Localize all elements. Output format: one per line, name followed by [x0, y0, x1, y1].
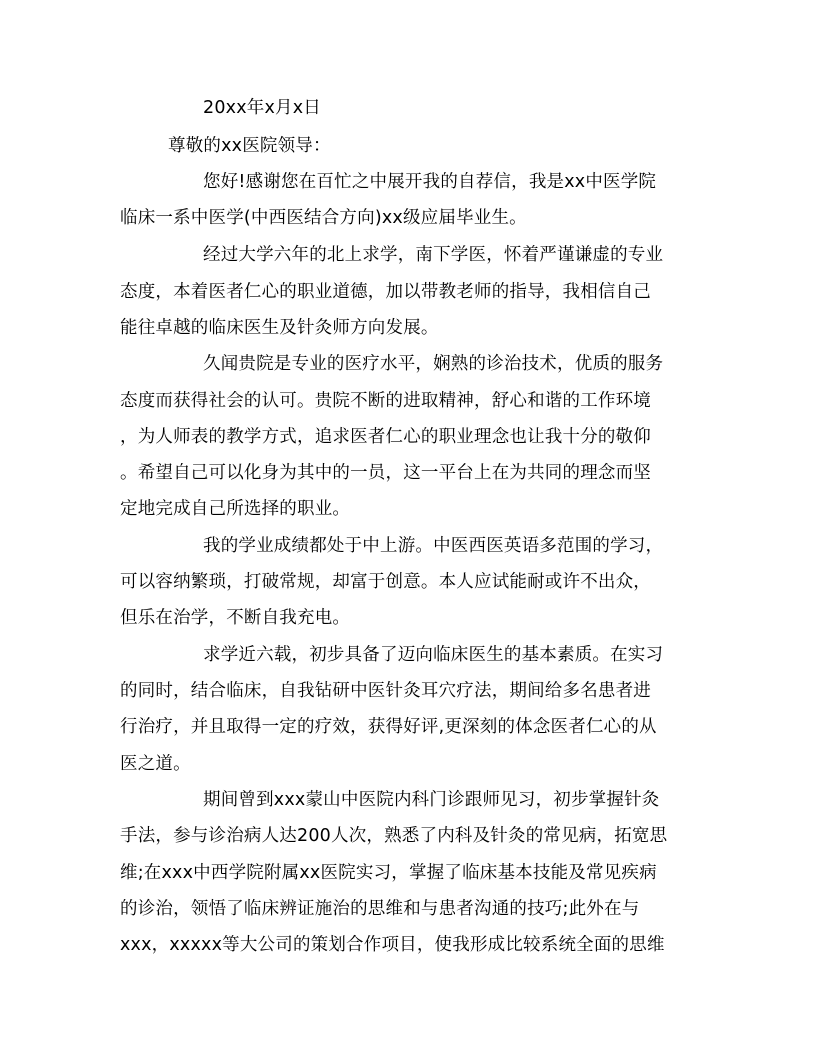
paragraph-4-line-3: 但乐在治学，不断自我充电。 — [120, 608, 351, 628]
paragraph-6-line-2: 手法，参与诊治病人达200人次，熟悉了内科及针灸的常见病，拓宽思 — [120, 826, 668, 846]
paragraph-3-line-4: 。希望自己可以化身为其中的一员，这一平台上在为共同的理念而坚 — [120, 463, 651, 483]
paragraph-2-line-2: 态度，本着医者仁心的职业道德，加以带教老师的指导，我相信自己 — [120, 282, 651, 302]
paragraph-5-line-2: 的同时，结合临床，自我钻研中医针灸耳穴疗法，期间给多名患者进 — [120, 681, 651, 701]
letter-salutation: 尊敬的xx医院领导： — [168, 136, 331, 156]
paragraph-3-line-5: 定地完成自己所选择的职业。 — [120, 499, 351, 519]
paragraph-6-line-5: xxx，xxxxx等大公司的策划合作项目，使我形成比较系统全面的思维 — [120, 935, 665, 955]
paragraph-6-line-1: 期间曾到xxx蒙山中医院内科门诊跟师见习，初步掌握针灸 — [203, 790, 660, 810]
paragraph-1-line-1: 您好!感谢您在百忙之中展开我的自荐信，我是xx中医学院 — [203, 172, 657, 192]
paragraph-3-line-1: 久闻贵院是专业的医疗水平，娴熟的诊治技术，优质的服务 — [203, 354, 664, 374]
paragraph-5-line-1: 求学近六载，初步具备了迈向临床医生的基本素质。在实习 — [203, 645, 664, 665]
paragraph-2-line-1: 经过大学六年的北上求学，南下学医，怀着严谨谦虚的专业 — [203, 245, 664, 265]
paragraph-6-line-3: 维;在xxx中西学院附属xx医院实习，掌握了临床基本技能及常见疾病 — [120, 863, 657, 883]
paragraph-5-line-3: 行治疗，并且取得一定的疗效，获得好评,更深刻的体念医者仁心的从 — [120, 717, 657, 737]
paragraph-2-line-3: 能往卓越的临床医生及针灸师方向发展。 — [120, 318, 439, 338]
paragraph-3-line-3: ，为人师表的教学方式，追求医者仁心的职业理念也让我十分的敬仰 — [120, 427, 651, 447]
paragraph-3-line-2: 态度而获得社会的认可。贵院不断的进取精神，舒心和谐的工作环境 — [120, 391, 651, 411]
paragraph-5-line-4: 医之道。 — [120, 754, 191, 774]
paragraph-4-line-2: 可以容纳繁琐，打破常规，却富于创意。本人应试能耐或许不出众， — [120, 572, 651, 592]
paragraph-6-line-4: 的诊治，领悟了临床辨证施治的思维和与患者沟通的技巧;此外在与 — [120, 899, 640, 919]
paragraph-4-line-1: 我的学业成绩都处于中上游。中医西医英语多范围的学习， — [203, 536, 664, 556]
paragraph-1-line-2: 临床一系中医学(中西医结合方向)xx级应届毕业生。 — [120, 208, 527, 228]
letter-date: 20xx年x月x日 — [203, 98, 321, 118]
